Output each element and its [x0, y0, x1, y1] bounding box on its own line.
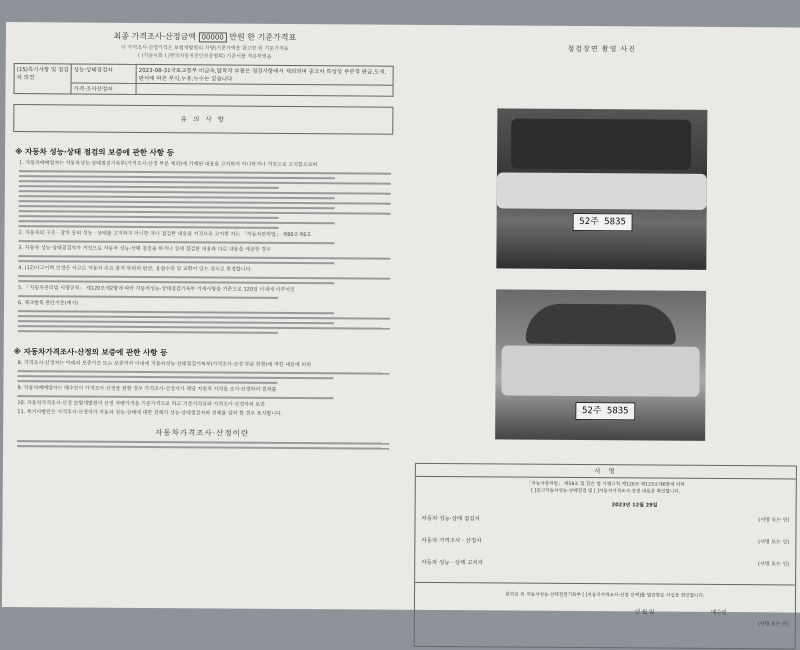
page-title: [10, 30, 400, 44]
signature-text-1: 「자동차관리법」 제58조 및 같은 법 시행규칙 제120조·제123조제6항에 따라: [526, 481, 685, 488]
text-lines: [18, 295, 390, 300]
buyer-label: 매수인: [710, 609, 727, 617]
text-lines: [17, 440, 389, 450]
list-item: 5. 「자동차관리법 시행규칙」 제120조제2항에 따라 자동차성능·상태점검기록부 기재사항을 기준으로 120일 이내에 이루어진: [18, 285, 295, 294]
subtitle: [10, 43, 400, 62]
confirm-date: 년 월 일: [634, 609, 655, 616]
bottom-title: 자동차가격조사·산정이란: [155, 428, 250, 438]
basis-text: 한 기준가격표: [247, 32, 297, 43]
rear-photo: [495, 289, 706, 440]
text-lines: [18, 275, 390, 285]
list-item: 2. 자동차의 구조 · 장치 등의 성능 · 상태를 고지하지 아니한 자나 점검한 내용을 거짓으로 고지한 자는 「자동차관리법」 제80조제6호: [18, 230, 312, 239]
list-item: 11. 특기사항란은 가격조사·산정자가 자동차 성능·상태에 대한 견해가 성능·상태점검자와 견해를 달리 할 경우 표시합니다.: [17, 409, 283, 417]
notice-header: [13, 104, 393, 135]
inspector-sign-label: 자동차 성능·상태 점검자: [421, 515, 480, 523]
appraiser-sign-value: (서명 또는 인): [758, 539, 790, 546]
opinion-label: (15)특기사항 및 점검자 의견: [14, 64, 71, 94]
inspector-sign-value: (서명 또는 인): [758, 517, 790, 524]
front-license-plate: 52주 5835: [573, 213, 633, 231]
text-lines: [17, 370, 389, 385]
left-column: [6, 28, 400, 601]
right-column: [402, 31, 798, 628]
signature-date: 2023년 12월 29일: [611, 502, 658, 509]
appraiser-opinion: [136, 83, 393, 96]
signature-section: [414, 463, 797, 650]
amount-unit: 만원: [229, 32, 245, 42]
bumper-shape: [497, 172, 707, 209]
notifier-sign-value: (서명 또는 인): [757, 561, 790, 568]
buyer-sign: (서명 또는 인): [757, 621, 789, 628]
opinion-table: [13, 63, 393, 97]
front-photo: [496, 108, 707, 269]
list-item: 3. 자동차 성능·상태점검자가 거짓으로 자동차 성능·상태 점검을 하거나 실제 점검한 내용과 다른 내용을 제공한 경우: [18, 245, 271, 253]
list-item: 10. 자동차가격조사·산정 보험개발원이 산정 차량가격을 기준가격으로 하고 기준가격표와 가격조사·산정자의 보증: [17, 400, 265, 408]
photo-heading: 점검장면 촬영 사진: [567, 44, 637, 54]
inspector-opinion: 2023-08-31국토교통부 비금속,탈착작 부품은 점검사항에서 제외되며 중고차 특성상 부분적 판금,도색,판식에 따른 부식,누유,누수는 있습니다: [136, 64, 393, 85]
document-sheet: [2, 22, 800, 628]
rear-body-shape: [501, 345, 699, 396]
text-lines: [19, 170, 391, 230]
list-item: 8. 가격조사·산정자는 아래의 보증기간 또는 보증거리 이내에 자동차성능·상태점검기록부(가격조사·산정 부문 한함)에 적힌 내용에 허위: [17, 360, 311, 369]
inspector-label: 성능·상태점검자: [71, 64, 136, 83]
rear-license-plate: 52주 5835: [575, 402, 635, 420]
appraiser-sign-label: 자동차 가격조사 · 산정자: [421, 537, 482, 545]
text-lines: [18, 240, 390, 245]
notice-label: 유 의 사 항: [180, 115, 227, 124]
signature-heading: 서 명: [416, 464, 796, 480]
subtitle-line-2: ( )기술사회 ( )한국자동차진단보증협회) 기준서를 적용하였음: [137, 52, 272, 60]
signature-text-2: [ ]중고자동차성능·상태점검 및 [ ]자동차가격조사·산정 내용을 확인합니다.: [531, 488, 681, 495]
confirm-text: 본인은 위 자동차성능·상태점검기록부 [ ]자동차가격조사·산정 선택]를 발급받은 사실을 확인합니다.: [505, 592, 705, 599]
title-text: 최종 가격조사·산정금액: [113, 31, 196, 42]
rear-window-shape: [526, 304, 676, 345]
section-1-heading: ※ 자동차 성능·상태 점검의 보증에 관한 사항 등: [15, 147, 174, 158]
text-lines: [18, 255, 390, 265]
list-item: 4. (12)사고이력 인정은 사고로 자동차 주요 골격 부위의 판금, 용접수리 및 교환이 있는 경우로 한정합니다.: [18, 265, 252, 273]
subtitle-line-1: 이 가격조사·산정가격은 보험개발원의 차량(기준가액을 참고한 한 기준가격표: [120, 44, 289, 52]
text-lines: [17, 395, 389, 400]
list-item: 9. 자동차매매업자는 매수인이 가격조사·산정을 원할 경우 가격조사·산정자가 해당 자동차 가격을 조사·산정하여 결과를: [17, 385, 277, 393]
appraiser-label: 가격·조사산정자: [71, 83, 136, 94]
amount-box: 00000: [198, 32, 226, 42]
section-2-heading: ※ 자동차가격조사·산정의 보증에 관한 사항 등: [13, 347, 168, 358]
list-item: 1. 자동차매매업자는 자동차성능·상태점검기록부(가격조사·산정 부문 제외)에 기재된 내용을 고지하지 아니하거나 거짓으로 고지함으로써: [18, 160, 318, 169]
text-lines: [18, 310, 390, 335]
notifier-sign-label: 자동차 성능 · 상태 고지자: [421, 559, 484, 567]
hood-shape: [511, 119, 691, 170]
list-item: 6. 체크항목 판단기준(예시): [18, 300, 79, 307]
